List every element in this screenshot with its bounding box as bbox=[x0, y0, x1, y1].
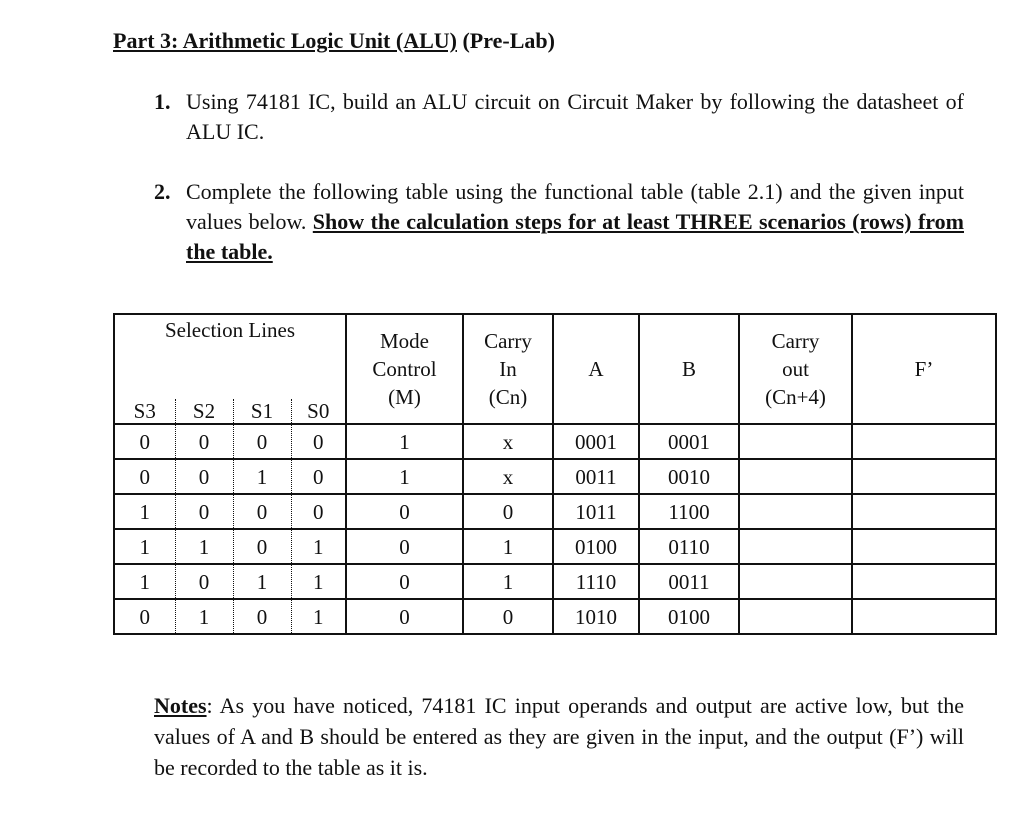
cell-carry-out[interactable] bbox=[739, 494, 852, 529]
item-text: Complete the following table using the functional table (table 2.1) and the given input values below. bbox=[186, 179, 964, 234]
cell-a: 0001 bbox=[553, 424, 639, 459]
cell-a: 1110 bbox=[553, 564, 639, 599]
cell-b: 0011 bbox=[639, 564, 739, 599]
cell-s2: 0 bbox=[175, 424, 233, 459]
cell-s2: 0 bbox=[175, 564, 233, 599]
item-text: Using 74181 IC, build an ALU circuit on Circuit Maker by following the datasheet of ALU IC. bbox=[186, 89, 964, 144]
cell-f[interactable] bbox=[852, 564, 996, 599]
header-f: F’ bbox=[852, 314, 996, 424]
header-b: B bbox=[639, 314, 739, 424]
header-s2: S2 bbox=[175, 399, 233, 424]
notes-paragraph bbox=[154, 690, 964, 783]
cell-f[interactable] bbox=[852, 529, 996, 564]
cell-mode: 1 bbox=[346, 459, 463, 494]
table-row bbox=[114, 459, 996, 494]
cell-a: 1011 bbox=[553, 494, 639, 529]
notes-label: Notes bbox=[154, 693, 207, 718]
cell-f[interactable] bbox=[852, 494, 996, 529]
table-row bbox=[114, 424, 996, 459]
cell-s3: 0 bbox=[114, 599, 175, 634]
header-carry-out: Carry out (Cn+4) bbox=[739, 314, 852, 424]
part-heading bbox=[113, 26, 555, 56]
cell-s2: 0 bbox=[175, 459, 233, 494]
cell-carry-out[interactable] bbox=[739, 459, 852, 494]
cell-s2: 1 bbox=[175, 599, 233, 634]
cell-s1: 0 bbox=[233, 494, 291, 529]
header-s0: S0 bbox=[291, 399, 346, 424]
cell-a: 0100 bbox=[553, 529, 639, 564]
cell-a: 0011 bbox=[553, 459, 639, 494]
cell-s1: 1 bbox=[233, 564, 291, 599]
item-number: 1. bbox=[154, 89, 171, 114]
cell-s3: 0 bbox=[114, 424, 175, 459]
cell-a: 1010 bbox=[553, 599, 639, 634]
cell-s0: 1 bbox=[291, 564, 346, 599]
header-carry-in: Carry In (Cn) bbox=[463, 314, 553, 424]
table-row bbox=[114, 529, 996, 564]
cell-mode: 0 bbox=[346, 599, 463, 634]
header-mode-control: Mode Control (M) bbox=[346, 314, 463, 424]
table-row bbox=[114, 599, 996, 634]
cell-mode: 0 bbox=[346, 494, 463, 529]
header-s1: S1 bbox=[233, 399, 291, 424]
table-header-row bbox=[114, 314, 996, 399]
cell-b: 0110 bbox=[639, 529, 739, 564]
cell-s3: 1 bbox=[114, 494, 175, 529]
cell-f[interactable] bbox=[852, 424, 996, 459]
cell-s3: 1 bbox=[114, 564, 175, 599]
header-a: A bbox=[553, 314, 639, 424]
cell-carry-in: x bbox=[463, 459, 553, 494]
cell-carry-in: x bbox=[463, 424, 553, 459]
cell-f[interactable] bbox=[852, 599, 996, 634]
cell-carry-in: 0 bbox=[463, 494, 553, 529]
cell-s2: 1 bbox=[175, 529, 233, 564]
cell-s0: 1 bbox=[291, 529, 346, 564]
cell-s3: 0 bbox=[114, 459, 175, 494]
cell-s1: 0 bbox=[233, 529, 291, 564]
cell-carry-in: 0 bbox=[463, 599, 553, 634]
notes-text: : As you have noticed, 74181 IC input operands and output are active low, but the values of A and B should be entered as they are given in the input, and the output (F’) will be recorded to the table as it is. bbox=[154, 693, 964, 780]
cell-s0: 0 bbox=[291, 459, 346, 494]
cell-b: 0001 bbox=[639, 424, 739, 459]
item-emphasis: Show the calculation steps for at least THREE scenarios (rows) from the table. bbox=[186, 209, 964, 264]
cell-b: 0010 bbox=[639, 459, 739, 494]
cell-s1: 1 bbox=[233, 459, 291, 494]
cell-carry-out[interactable] bbox=[739, 564, 852, 599]
table-row bbox=[114, 494, 996, 529]
cell-b: 0100 bbox=[639, 599, 739, 634]
header-s3: S3 bbox=[114, 399, 175, 424]
item-text-wrap bbox=[186, 177, 964, 267]
cell-s3: 1 bbox=[114, 529, 175, 564]
instruction-item-1 bbox=[154, 87, 964, 147]
part-subtitle: (Pre-Lab) bbox=[456, 28, 555, 53]
cell-carry-out[interactable] bbox=[739, 424, 852, 459]
cell-carry-out[interactable] bbox=[739, 529, 852, 564]
item-number: 2. bbox=[154, 179, 171, 204]
table-row bbox=[114, 564, 996, 599]
part-title: Part 3: Arithmetic Logic Unit (ALU) bbox=[113, 28, 457, 53]
cell-s1: 0 bbox=[233, 424, 291, 459]
cell-carry-in: 1 bbox=[463, 529, 553, 564]
cell-mode: 0 bbox=[346, 529, 463, 564]
cell-b: 1100 bbox=[639, 494, 739, 529]
cell-s1: 0 bbox=[233, 599, 291, 634]
header-selection-lines: Selection Lines bbox=[114, 314, 346, 399]
alu-function-table bbox=[113, 313, 997, 635]
cell-f[interactable] bbox=[852, 459, 996, 494]
cell-carry-in: 1 bbox=[463, 564, 553, 599]
cell-carry-out[interactable] bbox=[739, 599, 852, 634]
cell-mode: 1 bbox=[346, 424, 463, 459]
cell-mode: 0 bbox=[346, 564, 463, 599]
cell-s2: 0 bbox=[175, 494, 233, 529]
cell-s0: 0 bbox=[291, 424, 346, 459]
instruction-item-2 bbox=[154, 177, 964, 267]
cell-s0: 0 bbox=[291, 494, 346, 529]
cell-s0: 1 bbox=[291, 599, 346, 634]
